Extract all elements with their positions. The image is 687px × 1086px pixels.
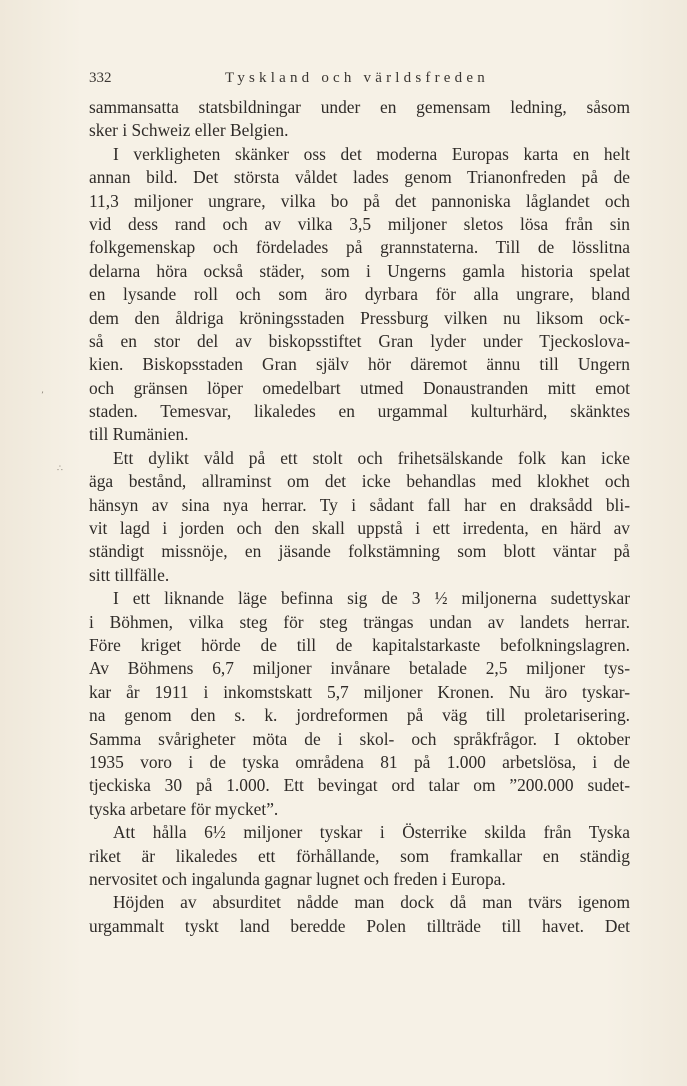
text-line: i Böhmen, vilka steg för steg trängas undan av landets herrar. — [89, 611, 630, 632]
paragraph — [89, 587, 630, 821]
paragraph — [89, 821, 630, 891]
text-line: I ett liknande läge befinna sig de 3 ½ miljonerna sudettyskar — [113, 588, 630, 609]
text-line: vit lagd i jorden och den skall uppstå i ett irredenta, en härd av — [89, 518, 630, 539]
text-line: kien. Biskopsstaden Gran själv hör däremot ännu till Ungern — [89, 354, 630, 375]
text-line: hänsyn av sina nya herrar. Ty i sådant fall har en draksådd bli- — [89, 494, 630, 515]
text-line: urgammalt tyskt land beredde Polen tillträde till havet. Det — [89, 915, 630, 936]
body-text — [89, 96, 630, 938]
text-line: staden. Temesvar, likaledes en urgammal kulturhärd, skänktes — [89, 401, 630, 422]
text-line: I verkligheten skänker oss det moderna Europas karta en helt — [113, 143, 630, 164]
paragraph — [89, 891, 630, 938]
text-line: Samma svårigheter möta de i skol- och språkfrågor. I oktober — [89, 728, 630, 749]
text-line: nervositet och ingalunda gagnar lugnet och freden i Europa. — [89, 868, 506, 889]
text-line: sker i Schweiz eller Belgien. — [89, 120, 289, 141]
text-line: Av Böhmens 6,7 miljoner invånare betalade 2,5 miljoner tys- — [89, 658, 630, 679]
paragraph — [89, 447, 630, 587]
text-line: äga bestånd, allraminst om det icke behandlas med klokhet och — [89, 471, 630, 492]
text-line: riket är likaledes ett förhållande, som framkallar en ständig — [89, 845, 630, 866]
text-line: vid dess rand och av vilka 3,5 miljoner sletos lösa från sin — [89, 213, 630, 234]
text-line: na genom den s. k. jordreformen på väg till proletarisering. — [89, 705, 630, 726]
running-title: Tyskland och världsfreden — [225, 70, 489, 86]
text-line: Ett dylikt våld på ett stolt och frihetsälskande folk kan icke — [113, 447, 630, 468]
text-line: folkgemenskap och fördelades på grannstaterna. Till de lösslitna — [89, 237, 630, 258]
margin-mark: ∴ — [57, 464, 63, 474]
text-line: tjeckiska 30 på 1.000. Ett bevingat ord talar om ”200.000 sudet- — [89, 775, 630, 796]
text-line: annan bild. Det största våldet lades genom Trianonfreden på de — [89, 167, 630, 188]
text-line: Att hålla 6½ miljoner tyskar i Österrike skilda från Tyska — [113, 822, 630, 843]
paragraph — [89, 143, 630, 447]
text-line: dem den åldriga kröningsstaden Pressburg vilken nu liksom ock- — [89, 307, 630, 328]
text-line: 1935 voro i de tyska områdena 81 på 1.000 arbetslösa, i de — [89, 751, 630, 772]
text-line: och gränsen löper omedelbart utmed Donaustranden mitt emot — [89, 377, 630, 398]
page-header — [89, 70, 630, 94]
text-line: kar år 1911 i inkomstskatt 5,7 miljoner Kronen. Nu äro tyskar- — [89, 681, 630, 702]
text-line: sitt tillfälle. — [89, 564, 170, 585]
paragraph — [89, 96, 630, 143]
text-line: tyska arbetare för mycket”. — [89, 798, 279, 819]
margin-mark: ʼ — [41, 391, 44, 401]
text-line: 11,3 miljoner ungrare, vilka bo på det pannoniska låglandet och — [89, 190, 630, 211]
text-line: så en stor del av biskopsstiftet Gran lyder under Tjeckoslova- — [89, 330, 630, 351]
text-line: sammansatta statsbildningar under en gemensam ledning, såsom — [89, 97, 630, 117]
text-line: Före kriget hörde de till de kapitalstarkaste befolkningslagren. — [89, 634, 630, 655]
text-line: ständigt missnöje, en jäsande folkstämning som blott väntar på — [89, 541, 630, 562]
text-line: till Rumänien. — [89, 424, 189, 445]
text-line: en lysande roll och som äro dyrbara för alla ungrare, bland — [89, 284, 630, 305]
text-line: delarna höra också städer, som i Ungerns gamla historia spelat — [89, 260, 630, 281]
text-line: Höjden av absurditet nådde man dock då man tvärs igenom — [113, 892, 630, 913]
page-number: 332 — [89, 70, 112, 86]
